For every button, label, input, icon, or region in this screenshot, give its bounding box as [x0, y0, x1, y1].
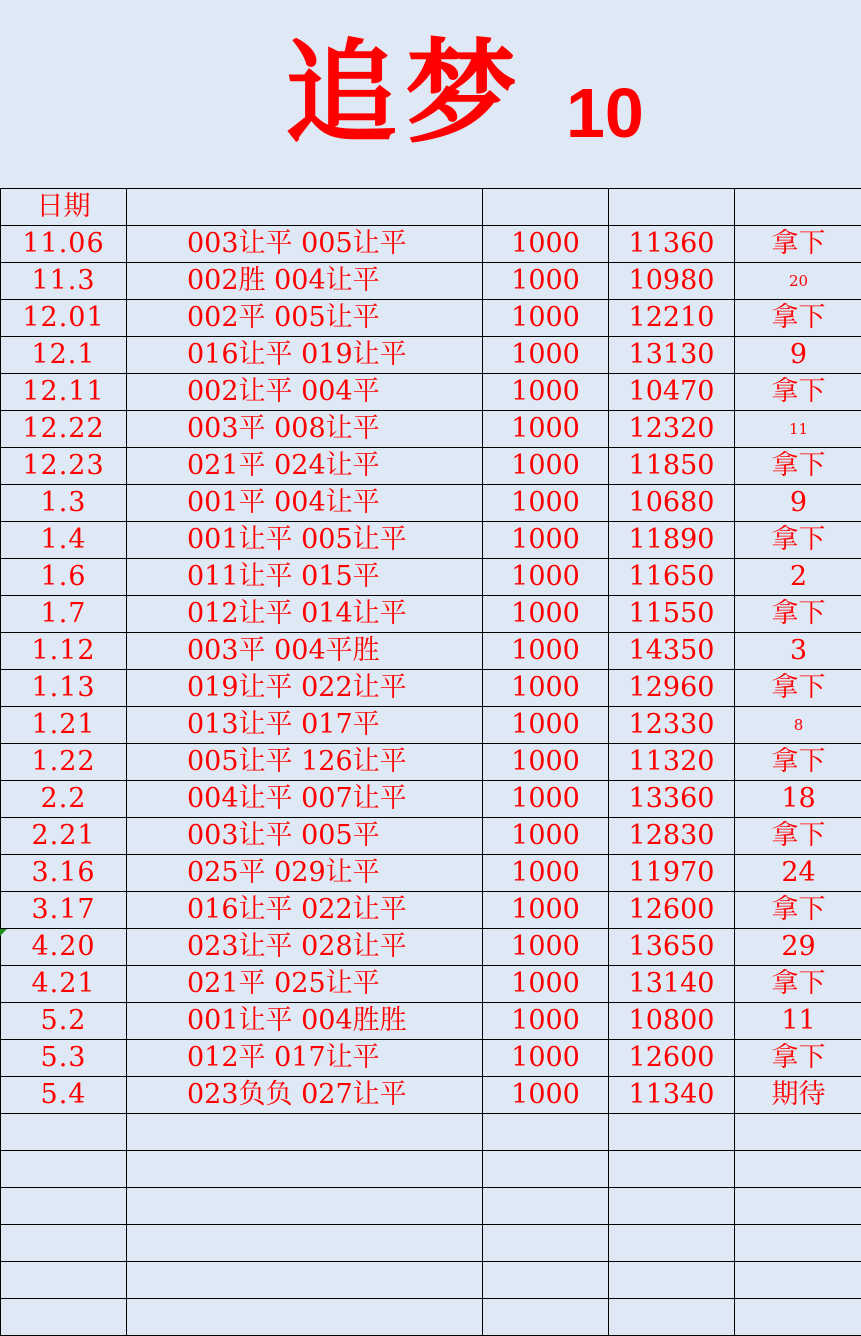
table-row	[1, 781, 861, 818]
header-date-cell[interactable]: 日期	[1, 189, 127, 226]
result-cell[interactable]: 20	[735, 263, 861, 300]
result-cell[interactable]: 18	[735, 781, 861, 818]
empty-cell[interactable]	[483, 1299, 609, 1336]
pick-cell[interactable]: 001让平 004胜胜	[127, 1003, 483, 1040]
result-cell[interactable]: 拿下	[735, 892, 861, 929]
stake-cell[interactable]: 1000	[483, 522, 609, 559]
amount-cell[interactable]: 12600	[609, 892, 735, 929]
table-row	[1, 411, 861, 448]
empty-cell[interactable]	[735, 1225, 861, 1262]
pick-cell[interactable]: 023让平 028让平	[127, 929, 483, 966]
empty-cell[interactable]	[609, 1188, 735, 1225]
table-row	[1, 1040, 861, 1077]
header-cell[interactable]	[483, 189, 609, 226]
table-row	[1, 596, 861, 633]
amount-cell[interactable]: 12210	[609, 300, 735, 337]
pick-cell[interactable]: 021平 025让平	[127, 966, 483, 1003]
empty-cell[interactable]	[127, 1299, 483, 1336]
date-cell[interactable]: 4.20	[1, 929, 127, 966]
header-cell[interactable]	[127, 189, 483, 226]
result-cell[interactable]: 拿下	[735, 300, 861, 337]
stake-cell[interactable]: 1000	[483, 337, 609, 374]
result-cell[interactable]: 2	[735, 559, 861, 596]
empty-cell[interactable]	[1, 1225, 127, 1262]
empty-cell[interactable]	[1, 1262, 127, 1299]
empty-cell[interactable]	[735, 1114, 861, 1151]
table-row	[1, 892, 861, 929]
date-cell[interactable]: 5.4	[1, 1077, 127, 1114]
date-cell[interactable]: 2.21	[1, 818, 127, 855]
empty-cell[interactable]	[735, 1151, 861, 1188]
date-cell[interactable]: 1.21	[1, 707, 127, 744]
table-row	[1, 337, 861, 374]
date-cell[interactable]: 5.3	[1, 1040, 127, 1077]
date-cell[interactable]: 5.2	[1, 1003, 127, 1040]
amount-cell[interactable]: 11650	[609, 559, 735, 596]
result-cell[interactable]: 拿下	[735, 596, 861, 633]
result-cell[interactable]: 拿下	[735, 1040, 861, 1077]
result-cell[interactable]: 9	[735, 485, 861, 522]
title-main: 追梦	[285, 28, 525, 159]
title-number: 10	[566, 74, 644, 152]
stake-cell[interactable]: 1000	[483, 892, 609, 929]
table-row	[1, 374, 861, 411]
empty-cell[interactable]	[1, 1299, 127, 1336]
stake-cell[interactable]: 1000	[483, 411, 609, 448]
result-cell[interactable]: 拿下	[735, 818, 861, 855]
result-cell[interactable]: 29	[735, 929, 861, 966]
empty-cell[interactable]	[609, 1151, 735, 1188]
amount-cell[interactable]: 10470	[609, 374, 735, 411]
date-cell[interactable]: 12.01	[1, 300, 127, 337]
stake-cell[interactable]: 1000	[483, 670, 609, 707]
pick-cell[interactable]: 004让平 007让平	[127, 781, 483, 818]
pick-cell[interactable]: 012让平 014让平	[127, 596, 483, 633]
date-cell[interactable]: 11.06	[1, 226, 127, 263]
header-row	[1, 189, 861, 226]
pick-cell[interactable]: 025平 029让平	[127, 855, 483, 892]
amount-cell[interactable]: 11360	[609, 226, 735, 263]
empty-cell[interactable]	[609, 1225, 735, 1262]
empty-cell[interactable]	[735, 1188, 861, 1225]
amount-cell[interactable]: 12320	[609, 411, 735, 448]
empty-cell[interactable]	[1, 1151, 127, 1188]
stake-cell[interactable]: 1000	[483, 559, 609, 596]
result-cell[interactable]: 拿下	[735, 374, 861, 411]
pick-cell[interactable]: 003平 008让平	[127, 411, 483, 448]
result-cell[interactable]: 拿下	[735, 744, 861, 781]
empty-cell[interactable]	[609, 1299, 735, 1336]
stake-cell[interactable]: 1000	[483, 300, 609, 337]
empty-cell[interactable]	[483, 1262, 609, 1299]
date-cell[interactable]: 12.23	[1, 448, 127, 485]
pick-cell[interactable]: 002胜 004让平	[127, 263, 483, 300]
date-cell[interactable]: 1.13	[1, 670, 127, 707]
table-row	[1, 744, 861, 781]
amount-cell[interactable]: 12960	[609, 670, 735, 707]
date-cell[interactable]: 4.21	[1, 966, 127, 1003]
stake-cell[interactable]: 1000	[483, 263, 609, 300]
date-cell[interactable]: 12.22	[1, 411, 127, 448]
date-cell[interactable]: 2.2	[1, 781, 127, 818]
results-table	[0, 188, 861, 1336]
empty-row	[1, 1151, 861, 1188]
result-cell[interactable]: 拿下	[735, 448, 861, 485]
table-row	[1, 522, 861, 559]
amount-cell[interactable]: 12600	[609, 1040, 735, 1077]
stake-cell[interactable]: 1000	[483, 633, 609, 670]
date-cell[interactable]: 12.1	[1, 337, 127, 374]
cell-comment-marker	[0, 929, 7, 936]
result-cell[interactable]: 3	[735, 633, 861, 670]
empty-cell[interactable]	[1, 1188, 127, 1225]
table-row	[1, 1077, 861, 1114]
pick-cell[interactable]: 012平 017让平	[127, 1040, 483, 1077]
result-cell[interactable]: 期待	[735, 1077, 861, 1114]
pick-cell[interactable]: 001让平 005让平	[127, 522, 483, 559]
date-cell[interactable]: 12.11	[1, 374, 127, 411]
header-cell[interactable]	[735, 189, 861, 226]
date-cell[interactable]: 1.22	[1, 744, 127, 781]
result-cell[interactable]: 24	[735, 855, 861, 892]
table-row	[1, 707, 861, 744]
empty-row	[1, 1225, 861, 1262]
result-cell[interactable]: 拿下	[735, 670, 861, 707]
table-row	[1, 966, 861, 1003]
stake-cell[interactable]: 1000	[483, 966, 609, 1003]
table-row	[1, 855, 861, 892]
amount-cell[interactable]: 10980	[609, 263, 735, 300]
empty-cell[interactable]	[609, 1262, 735, 1299]
empty-row	[1, 1299, 861, 1336]
table-row	[1, 448, 861, 485]
pick-cell[interactable]: 001平 004让平	[127, 485, 483, 522]
result-cell[interactable]: 拿下	[735, 966, 861, 1003]
result-cell[interactable]: 9	[735, 337, 861, 374]
empty-cell[interactable]	[483, 1114, 609, 1151]
stake-cell[interactable]: 1000	[483, 744, 609, 781]
pick-cell[interactable]: 016让平 022让平	[127, 892, 483, 929]
table-row	[1, 559, 861, 596]
empty-cell[interactable]	[483, 1225, 609, 1262]
stake-cell[interactable]: 1000	[483, 855, 609, 892]
amount-cell[interactable]: 13360	[609, 781, 735, 818]
pick-cell[interactable]: 013让平 017平	[127, 707, 483, 744]
pick-cell[interactable]: 002平 005让平	[127, 300, 483, 337]
stake-cell[interactable]: 1000	[483, 707, 609, 744]
result-cell[interactable]: 11	[735, 411, 861, 448]
sheet-title	[0, 0, 861, 188]
amount-cell[interactable]: 10800	[609, 1003, 735, 1040]
pick-cell[interactable]: 003让平 005平	[127, 818, 483, 855]
pick-cell[interactable]: 011让平 015平	[127, 559, 483, 596]
empty-cell[interactable]	[735, 1299, 861, 1336]
amount-cell[interactable]: 11970	[609, 855, 735, 892]
date-cell[interactable]: 3.16	[1, 855, 127, 892]
empty-cell[interactable]	[127, 1225, 483, 1262]
table-row	[1, 300, 861, 337]
date-cell[interactable]: 1.6	[1, 559, 127, 596]
table-row	[1, 1003, 861, 1040]
pick-cell[interactable]: 021平 024让平	[127, 448, 483, 485]
amount-cell[interactable]: 11850	[609, 448, 735, 485]
amount-cell[interactable]: 10680	[609, 485, 735, 522]
stake-cell[interactable]: 1000	[483, 374, 609, 411]
empty-cell[interactable]	[127, 1188, 483, 1225]
date-cell[interactable]: 1.12	[1, 633, 127, 670]
amount-cell[interactable]: 11340	[609, 1077, 735, 1114]
table-row	[1, 670, 861, 707]
amount-cell[interactable]: 12830	[609, 818, 735, 855]
pick-cell[interactable]: 003平 004平胜	[127, 633, 483, 670]
amount-cell[interactable]: 14350	[609, 633, 735, 670]
amount-cell[interactable]: 13140	[609, 966, 735, 1003]
date-cell[interactable]: 1.7	[1, 596, 127, 633]
empty-cell[interactable]	[735, 1262, 861, 1299]
stake-cell[interactable]: 1000	[483, 929, 609, 966]
empty-cell[interactable]	[1, 1114, 127, 1151]
amount-cell[interactable]: 13650	[609, 929, 735, 966]
pick-cell[interactable]: 019让平 022让平	[127, 670, 483, 707]
result-cell[interactable]: 11	[735, 1003, 861, 1040]
table-row	[1, 263, 861, 300]
date-cell[interactable]: 11.3	[1, 263, 127, 300]
stake-cell[interactable]: 1000	[483, 485, 609, 522]
table-row	[1, 226, 861, 263]
amount-cell[interactable]: 11890	[609, 522, 735, 559]
header-cell[interactable]	[609, 189, 735, 226]
empty-cell[interactable]	[609, 1114, 735, 1151]
empty-row	[1, 1114, 861, 1151]
empty-cell[interactable]	[483, 1188, 609, 1225]
result-cell[interactable]: 拿下	[735, 226, 861, 263]
amount-cell[interactable]: 12330	[609, 707, 735, 744]
stake-cell[interactable]: 1000	[483, 1040, 609, 1077]
stake-cell[interactable]: 1000	[483, 818, 609, 855]
stake-cell[interactable]: 1000	[483, 596, 609, 633]
result-cell[interactable]: 拿下	[735, 522, 861, 559]
stake-cell[interactable]: 1000	[483, 226, 609, 263]
date-cell[interactable]: 3.17	[1, 892, 127, 929]
empty-row	[1, 1262, 861, 1299]
stake-cell[interactable]: 1000	[483, 1077, 609, 1114]
table-row	[1, 818, 861, 855]
empty-cell[interactable]	[127, 1114, 483, 1151]
stake-cell[interactable]: 1000	[483, 448, 609, 485]
stake-cell[interactable]: 1000	[483, 781, 609, 818]
pick-cell[interactable]: 016让平 019让平	[127, 337, 483, 374]
empty-cell[interactable]	[127, 1262, 483, 1299]
result-cell[interactable]: 8	[735, 707, 861, 744]
empty-cell[interactable]	[483, 1151, 609, 1188]
date-cell[interactable]: 1.4	[1, 522, 127, 559]
stake-cell[interactable]: 1000	[483, 1003, 609, 1040]
pick-cell[interactable]: 023负负 027让平	[127, 1077, 483, 1114]
pick-cell[interactable]: 003让平 005让平	[127, 226, 483, 263]
pick-cell[interactable]: 002让平 004平	[127, 374, 483, 411]
amount-cell[interactable]: 11320	[609, 744, 735, 781]
empty-cell[interactable]	[127, 1151, 483, 1188]
amount-cell[interactable]: 13130	[609, 337, 735, 374]
table-row	[1, 633, 861, 670]
empty-row	[1, 1188, 861, 1225]
amount-cell[interactable]: 11550	[609, 596, 735, 633]
pick-cell[interactable]: 005让平 126让平	[127, 744, 483, 781]
date-cell[interactable]: 1.3	[1, 485, 127, 522]
table-row	[1, 485, 861, 522]
table-row	[1, 929, 861, 966]
